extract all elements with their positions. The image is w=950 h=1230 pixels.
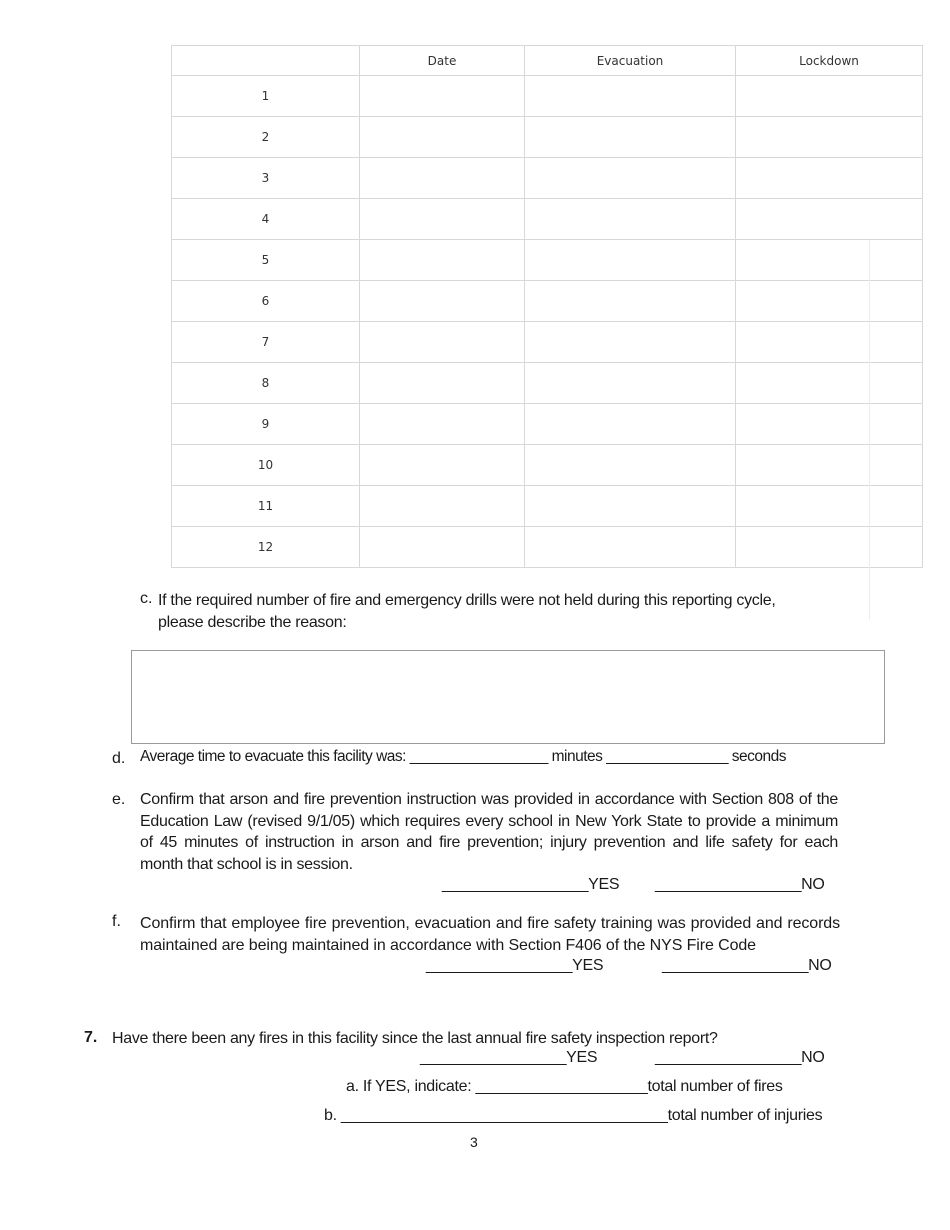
row-number: 12 [172,527,360,568]
evacuation-cell[interactable] [525,404,736,445]
table-row [172,527,923,568]
page-number: 3 [470,1134,478,1150]
question-7b-injuries-field[interactable]: b. ______________________________________total number of injuries [324,1107,823,1124]
evacuation-cell[interactable] [525,240,736,281]
lockdown-cell[interactable] [736,158,923,199]
item-e-text: Confirm that arson and fire prevention instruction was provided in accordance with Section 808 of the Education Law (revised 9/1/05) which requires every school in New York State to provide a minimum of 45 minutes of instruction in arson and fire prevention; injury prevention and life safety for each month that school is in session. [140,791,838,873]
lockdown-cell[interactable] [736,281,923,322]
evacuation-cell[interactable] [525,363,736,404]
item-d-text: Average time to evacuate this facility was: _________________ minutes _______________ seconds [140,748,787,765]
item-f-yes-field[interactable]: _________________YES [426,957,604,974]
item-c-marker: c. [140,590,153,607]
lockdown-cell[interactable] [736,363,923,404]
evacuation-cell[interactable] [525,76,736,117]
question-7-text: Have there been any fires in this facility since the last annual fire safety inspection report? [112,1030,718,1047]
table-row [172,117,923,158]
table-row [172,240,923,281]
item-f-text: Confirm that employee fire prevention, evacuation and fire safety training was provided and records maintained are being maintained in accordance with Section F406 of the NYS Fire Code [140,915,840,954]
item-f-marker: f. [112,913,121,930]
date-cell[interactable] [360,363,525,404]
item-e-no-field[interactable]: _________________NO [655,876,825,893]
header-cell-date: Date [360,46,525,76]
date-cell[interactable] [360,445,525,486]
row-number: 2 [172,117,360,158]
date-cell[interactable] [360,322,525,363]
lockdown-cell[interactable] [736,322,923,363]
date-cell[interactable] [360,158,525,199]
row-number: 10 [172,445,360,486]
table-row [172,404,923,445]
row-number: 9 [172,404,360,445]
item-f-no-field[interactable]: _________________NO [662,957,832,974]
lockdown-cell[interactable] [736,527,923,568]
row-number: 1 [172,76,360,117]
date-cell[interactable] [360,486,525,527]
evacuation-cell[interactable] [525,486,736,527]
table-row [172,486,923,527]
table-row [172,76,923,117]
date-cell[interactable] [360,117,525,158]
table-row [172,363,923,404]
question-7-marker: 7. [84,1029,98,1046]
date-cell[interactable] [360,527,525,568]
evacuation-cell[interactable] [525,158,736,199]
row-number: 4 [172,199,360,240]
table-row [172,445,923,486]
header-cell-number [172,46,360,76]
date-cell[interactable] [360,404,525,445]
reason-text-box[interactable] [131,650,885,744]
row-number: 5 [172,240,360,281]
row-number: 8 [172,363,360,404]
evacuation-cell[interactable] [525,281,736,322]
lockdown-cell[interactable] [736,76,923,117]
lockdown-cell[interactable] [736,404,923,445]
evacuation-cell[interactable] [525,117,736,158]
date-cell[interactable] [360,199,525,240]
item-e-marker: e. [112,791,126,808]
date-cell[interactable] [360,76,525,117]
header-cell-lockdown: Lockdown [736,46,923,76]
row-number: 7 [172,322,360,363]
evacuation-cell[interactable] [525,322,736,363]
evacuation-cell[interactable] [525,199,736,240]
table-row [172,158,923,199]
item-d-marker: d. [112,750,126,767]
table-row [172,281,923,322]
lockdown-cell[interactable] [736,486,923,527]
faint-vertical-rule [869,240,870,620]
item-c-text: If the required number of fire and emergency drills were not held during this reporting cycle, please describe the reason: [158,592,776,631]
table-row [172,322,923,363]
question-7-no-field[interactable]: _________________NO [655,1049,825,1066]
lockdown-cell[interactable] [736,117,923,158]
row-number: 3 [172,158,360,199]
evacuation-cell[interactable] [525,527,736,568]
lockdown-cell[interactable] [736,199,923,240]
row-number: 11 [172,486,360,527]
item-e-yes-field[interactable]: _________________YES [442,876,620,893]
question-7a-fires-field[interactable]: a. If YES, indicate: ____________________total number of fires [346,1078,783,1095]
date-cell[interactable] [360,281,525,322]
date-cell[interactable] [360,240,525,281]
lockdown-cell[interactable] [736,445,923,486]
evacuation-cell[interactable] [525,445,736,486]
drill-table [171,45,923,568]
table-row [172,199,923,240]
lockdown-cell[interactable] [736,240,923,281]
row-number: 6 [172,281,360,322]
question-7-yes-field[interactable]: _________________YES [420,1049,598,1066]
table-header-row [172,46,923,76]
header-cell-evacuation: Evacuation [525,46,736,76]
